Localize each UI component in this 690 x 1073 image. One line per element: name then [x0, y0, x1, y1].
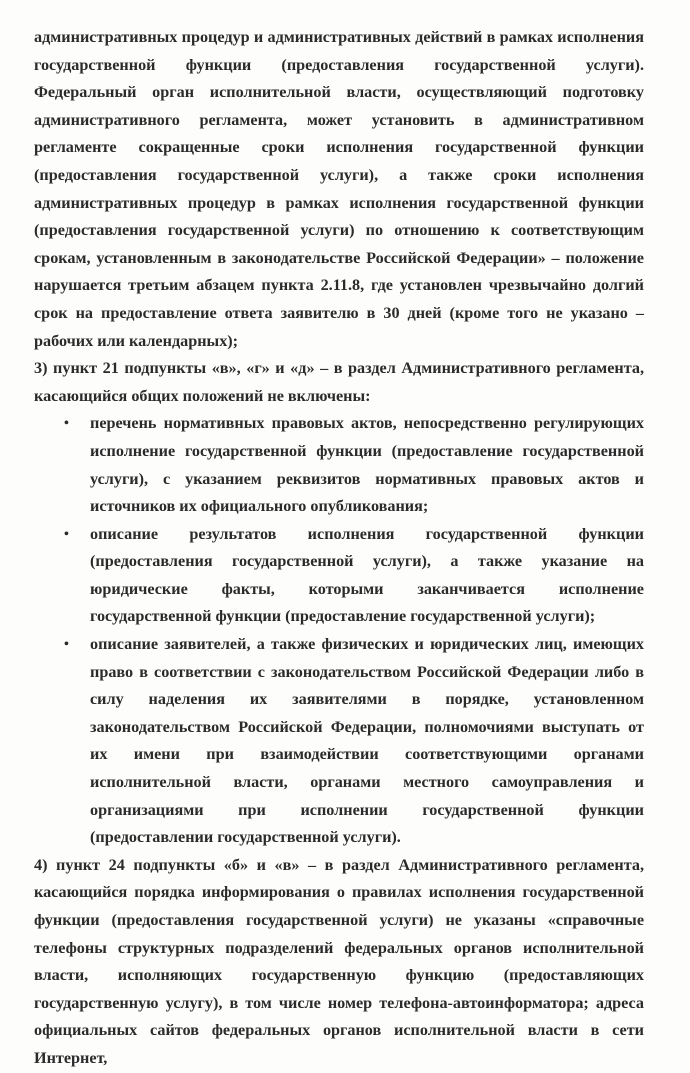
bullet-list	[34, 410, 644, 852]
bullet-item-3	[34, 631, 644, 852]
bullet-text-2: описание результатов исполнения государственной функции (предоставления государственной услуги), а также указание на юридические факты, которыми заканчивается исполнение государственной функции (предоставление государственной услуги);	[90, 524, 644, 626]
bullet-text-1: перечень нормативных правовых актов, непосредственно регулирующих исполнение государственной функции (предоставление государственной услуги), с указанием реквизитов нормативных правовых актов и источников их официального опубликования;	[90, 414, 644, 516]
bullet-icon: •	[64, 416, 69, 432]
bullet-icon: •	[64, 637, 69, 653]
item-4: 4) пункт 24 подпункты «б» и «в» – в раздел Административного регламента, касающийся порядка информирования о правилах исполнения государственной функции (предоставления государственной услуги) не указаны «справочные телефоны структурных подразделений федеральных органов исполнительной власти, исполняющих государственную функцию (предоставляющих государственную услугу), в том числе номер телефона-автоинформатора; адреса официальных сайтов федеральных органов исполнительной власти в сети Интернет,	[34, 855, 644, 1067]
bullet-item-1	[34, 410, 644, 520]
bullet-text-3: описание заявителей, а также физических и юридических лиц, имеющих право в соответствии с законодательством Российской Федерации либо в силу наделения их заявителями в порядке, установленном законодательством Российской Федерации, полномочиями выступать от их имени при взаимодействии соответствующими органами исполнительной власти, органами местного самоуправления и организациями при исполнении государственной функции (предоставлении государственной услуги).	[90, 635, 644, 847]
item-3-intro: 3) пункт 21 подпункты «в», «г» и «д» – в раздел Административного регламента, касающийся общих положений не включены:	[34, 359, 644, 405]
bullet-item-2	[34, 521, 644, 631]
bullet-icon: •	[64, 526, 69, 542]
paragraph-continuation: административных процедур и административных действий в рамках исполнения государственной функции (предоставления государственной услуги). Федеральный орган исполнительной власти, осуществляющий подготовку административного регламента, может установить в административном регламенте сокращенные сроки исполнения государственной функции (предоставления государственной услуги), а также сроки исполнения административных процедур в рамках исполнения государственной функции (предоставления государственной услуги) по отношению к соответствующим срокам, установленным в законодательстве Российской Федерации» – положение нарушается третьим абзацем пункта 2.11.8, где установлен чрезвычайно долгий срок на предоставление ответа заявителю в 30 дней (кроме того не указано – рабочих или календарных);	[34, 28, 644, 350]
